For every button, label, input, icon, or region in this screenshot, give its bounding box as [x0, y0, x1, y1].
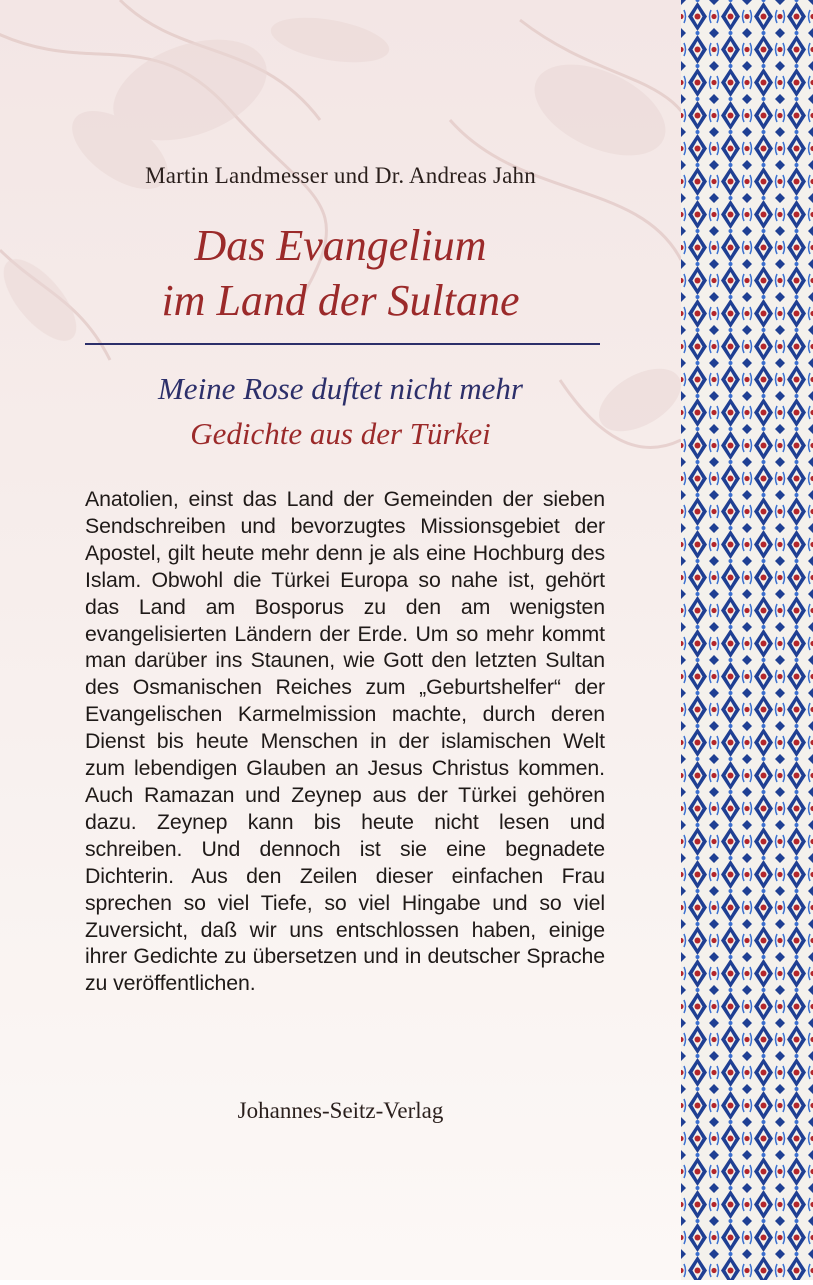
subtitle-line-2: Gedichte aus der Türkei [190, 416, 491, 451]
publisher: Johannes-Seitz-Verlag [237, 1098, 444, 1123]
tile-pattern-image [681, 0, 813, 1280]
subtitle-line-1: Meine Rose duftet nicht mehr [157, 371, 523, 406]
title-divider [85, 343, 600, 345]
blurb-text: Anatolien, einst das Land der Gemeinden der sieben Sendschreiben und bevorzugtes Missionsgebiet der Apostel, gilt heute mehr denn je als eine Hochburg des Islam. Obwohl die Türkei Europa so nahe ist, gehört das Land am Bosporus zu den am wenigsten evangelisierten Ländern der Erde. Um so mehr kommt man darüber ins Staunen, wie Gott den letzten Sultan des Osmanischen Reiches zum „Geburtshelfer“ der Evangelischen Karmelmission machte, durch deren Dienst bis heute Menschen in der islamischen Welt zum lebendigen Glauben an Jesus Christus kommen. Auch Ramazan und Zeynep aus der Türkei gehören dazu. Zeynep kann bis heute nicht lesen und schreiben. Und dennoch ist sie eine begnadete Dichterin. Aus den Zeilen dieser einfachen Frau sprechen so viel Tiefe, so viel Hingabe und so viel Zuversicht, daß wir uns entschlossen haben, einige ihrer Gedichte zu übersetzen und in deutscher Sprache zu veröffentlichen. [85, 487, 605, 996]
title-line-2: im Land der Sultane [161, 276, 520, 325]
subtitle [0, 366, 681, 456]
authors: Martin Landmesser und Dr. Andreas Jahn [145, 163, 536, 188]
title-line-1: Das Evangelium [194, 221, 487, 270]
book-title [0, 218, 681, 328]
tile-pattern-border [681, 0, 813, 1280]
